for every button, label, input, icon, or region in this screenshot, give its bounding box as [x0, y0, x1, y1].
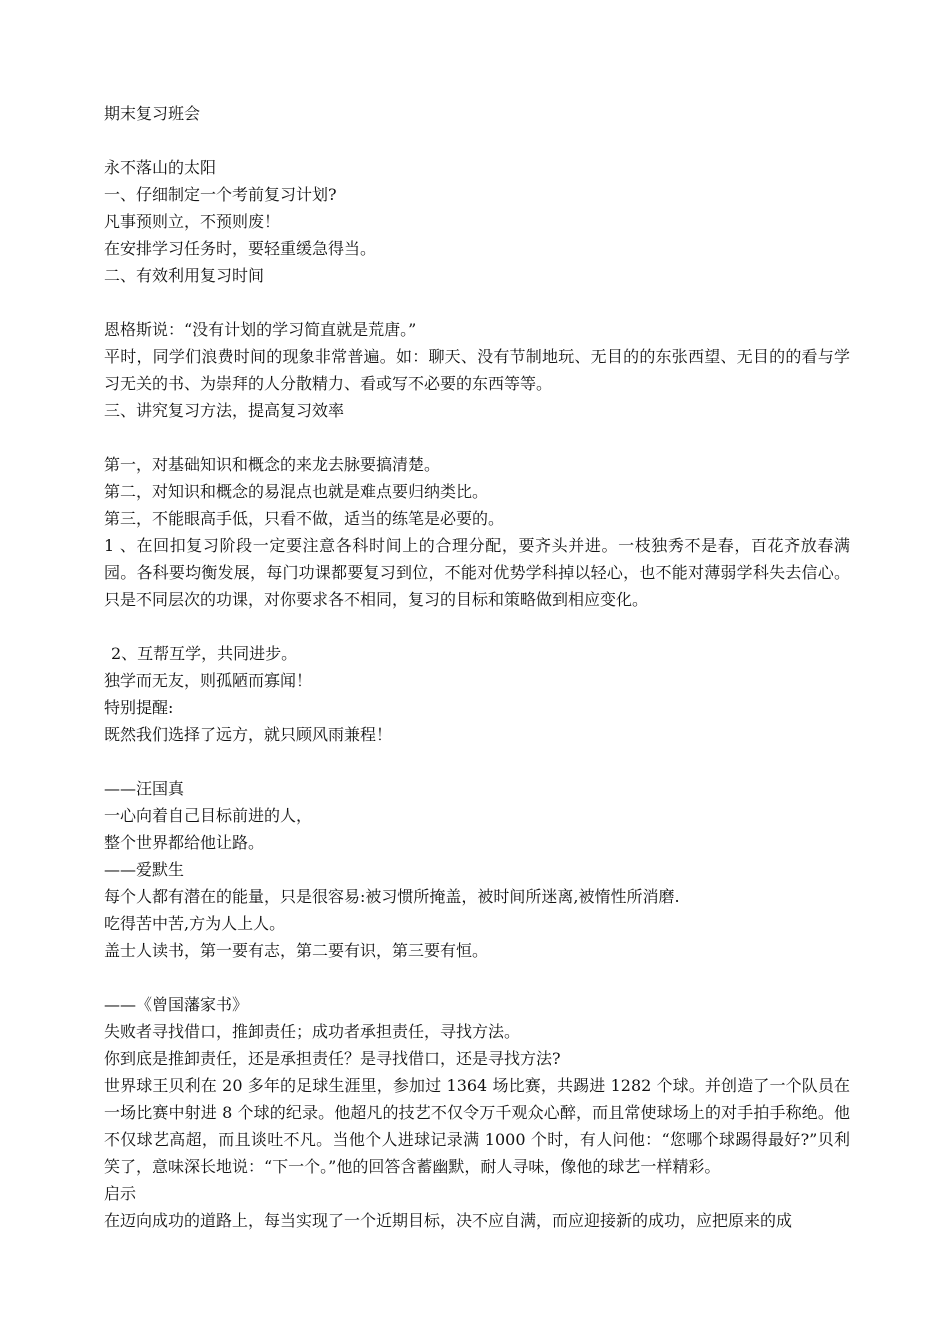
- text-line: 在安排学习任务时，要轻重缓急得当。: [104, 239, 377, 258]
- attribution: ——《曾国藩家书》: [104, 995, 249, 1014]
- text-line: 凡事预则立，不预则废！: [104, 212, 281, 231]
- quote-line: 恩格斯说：“没有计划的学习简直就是荒唐。”: [104, 320, 417, 339]
- paragraph-pele-story: 世界球王贝利在 20 多年的足球生涯里，参加过 1364 场比赛，共踢进 1282 个球。并创造了一个队员在一场比赛中射进 8 个球的纪录。他超凡的技艺不仅令万千观众心醉，而且常使球场上的对手拍手称绝。他不仅球艺高超，而且谈吐不凡。当他个人进球记录满 1000 个时，有人问他：“您哪个球踢得最好?”贝利笑了，意味深长地说：“下一个。”他的回答含蓄幽默，耐人寻味，像他的球艺一样精彩。: [104, 1076, 850, 1176]
- section-2-title: 二、有效利用复习时间: [104, 266, 265, 285]
- method-item: 第二，对知识和概念的易混点也就是难点要归纳类比。: [104, 482, 489, 501]
- quote-line: 一心向着自己目标前进的人，: [104, 806, 313, 825]
- spacer: [104, 964, 850, 991]
- section-3-title: 三、讲究复习方法，提高复习效率: [104, 401, 345, 420]
- spacer: [104, 748, 850, 775]
- quote-line: 盖士人读书，第一要有志，第二要有识，第三要有恒。: [104, 941, 489, 960]
- doc-title: 期末复习班会: [104, 104, 201, 123]
- quote-line: 整个世界都给他让路。: [104, 833, 265, 852]
- section-heading: 永不落山的太阳: [104, 158, 217, 177]
- text-line: 你到底是推卸责任，还是承担责任？是寻找借口，还是寻找方法?: [104, 1049, 561, 1068]
- method-item: 第三，不能眼高手低，只看不做，适当的练笔是必要的。: [104, 509, 505, 528]
- section-1-title: 一、仔细制定一个考前复习计划?: [104, 185, 337, 204]
- text-line: 失败者寻找借口，推卸责任；成功者承担责任，寻找方法。: [104, 1022, 521, 1041]
- quote-line: 每个人都有潜在的能量，只是很容易:被习惯所掩盖，被时间所迷离,被惰性所消磨.: [104, 887, 680, 906]
- method-item: 第一，对基础知识和概念的来龙去脉要搞清楚。: [104, 455, 441, 474]
- quote-line: 既然我们选择了远方，就只顾风雨兼程！: [104, 725, 393, 744]
- paragraph-time-waste: 平时，同学们浪费时间的现象非常普遍。如：聊天、没有节制地玩、无目的的东张西望、无目的的看与学习无关的书、为崇拜的人分散精力、看或写不必要的东西等等。: [104, 347, 850, 393]
- spacer: [104, 424, 850, 451]
- document-page: [104, 100, 850, 1234]
- attribution: ——汪国真: [104, 779, 185, 798]
- insight-heading: 启示: [104, 1184, 137, 1203]
- spacer: [104, 289, 850, 316]
- point-2: 2、互帮互学，共同进步。: [111, 644, 298, 663]
- quote-line: 吃得苦中苦,方为人上人。: [104, 914, 286, 933]
- paragraph-time-allocation: 1 、在回扣复习阶段一定要注意各科时间上的合理分配，要齐头并进。一枝独秀不是春，百花齐放春满园。各科要均衡发展，每门功课都要复习到位，不能对优势学科掉以轻心，也不能对薄弱学科失去信心。只是不同层次的功课，对你要求各不相同，复习的目标和策略做到相应变化。: [104, 536, 850, 609]
- reminder-label: 特别提醒:: [104, 698, 174, 717]
- text-line: 在迈向成功的道路上，每当实现了一个近期目标，决不应自满，而应迎接新的成功，应把原来的成: [104, 1211, 793, 1230]
- spacer: [104, 127, 850, 154]
- quote-line: 独学而无友，则孤陋而寡闻！: [104, 671, 313, 690]
- spacer: [104, 613, 850, 640]
- attribution: ——爱默生: [104, 860, 185, 879]
